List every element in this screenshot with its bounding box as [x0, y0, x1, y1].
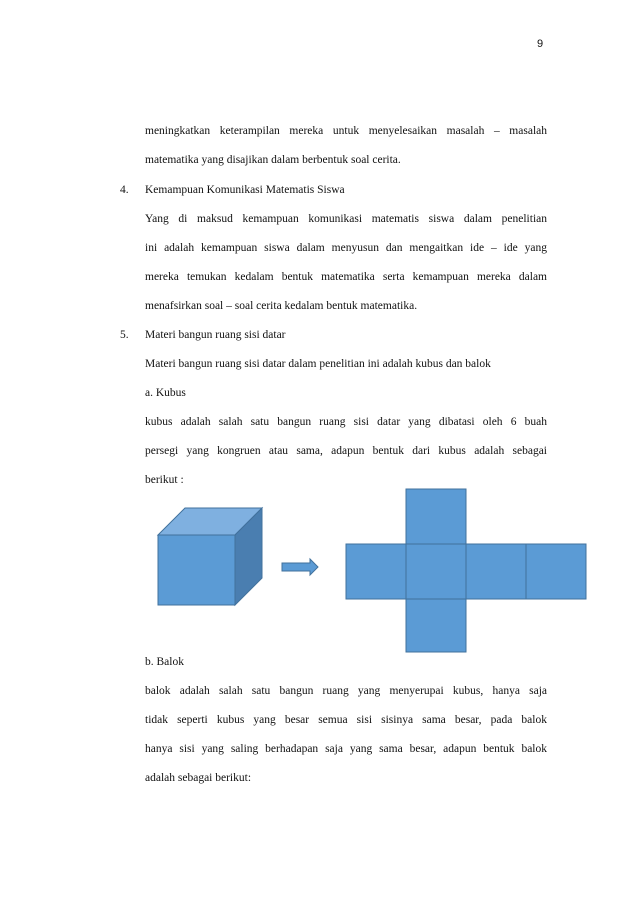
- cube-net-figure: [150, 485, 590, 655]
- net-left-square: [346, 544, 406, 599]
- text-line: ini adalah kemampuan siswa dalam menyusun dan mengaitkan ide – ide yang: [145, 242, 547, 254]
- text-line: kubus adalah salah satu bangun ruang sisi datar yang dibatasi oleh 6 buah: [145, 416, 547, 428]
- section-heading: Materi bangun ruang sisi datar: [145, 329, 286, 341]
- net-far-right-square: [526, 544, 586, 599]
- net-center-square: [406, 544, 466, 599]
- subheading-kubus: a. Kubus: [145, 387, 186, 399]
- subheading-balok: b. Balok: [145, 656, 184, 668]
- cube-front-face: [158, 535, 235, 605]
- list-number: 4.: [120, 184, 129, 196]
- text-line: meningkatkan keterampilan mereka untuk menyelesaikan masalah – masalah: [145, 125, 547, 137]
- section-heading: Kemampuan Komunikasi Matematis Siswa: [145, 184, 345, 196]
- arrow-right-icon: [282, 559, 318, 575]
- text-line: matematika yang disajikan dalam berbentuk soal cerita.: [145, 154, 401, 166]
- page-number: 9: [537, 38, 544, 50]
- text-line: berikut :: [145, 474, 184, 486]
- net-right-square: [466, 544, 526, 599]
- text-line: mereka temukan kedalam bentuk matematika serta kemampuan mereka dalam: [145, 271, 547, 283]
- text-line: menafsirkan soal – soal cerita kedalam bentuk matematika.: [145, 300, 418, 312]
- text-line: balok adalah salah satu bangun ruang yang menyerupai kubus, hanya saja: [145, 685, 547, 697]
- text-line: tidak seperti kubus yang besar semua sisi sisinya sama besar, pada balok: [145, 714, 547, 726]
- list-number: 5.: [120, 329, 129, 341]
- net-bottom-square: [406, 599, 466, 652]
- text-line: Materi bangun ruang sisi datar dalam penelitian ini adalah kubus dan balok: [145, 358, 491, 370]
- text-line: Yang di maksud kemampuan komunikasi matematis siswa dalam penelitian: [145, 213, 547, 225]
- net-top-square: [406, 489, 466, 544]
- text-line: hanya sisi yang saling berhadapan saja yang sama besar, adapun bentuk balok: [145, 743, 547, 755]
- text-line: persegi yang kongruen atau sama, adapun bentuk dari kubus adalah sebagai: [145, 445, 547, 457]
- text-line: adalah sebagai berikut:: [145, 772, 252, 784]
